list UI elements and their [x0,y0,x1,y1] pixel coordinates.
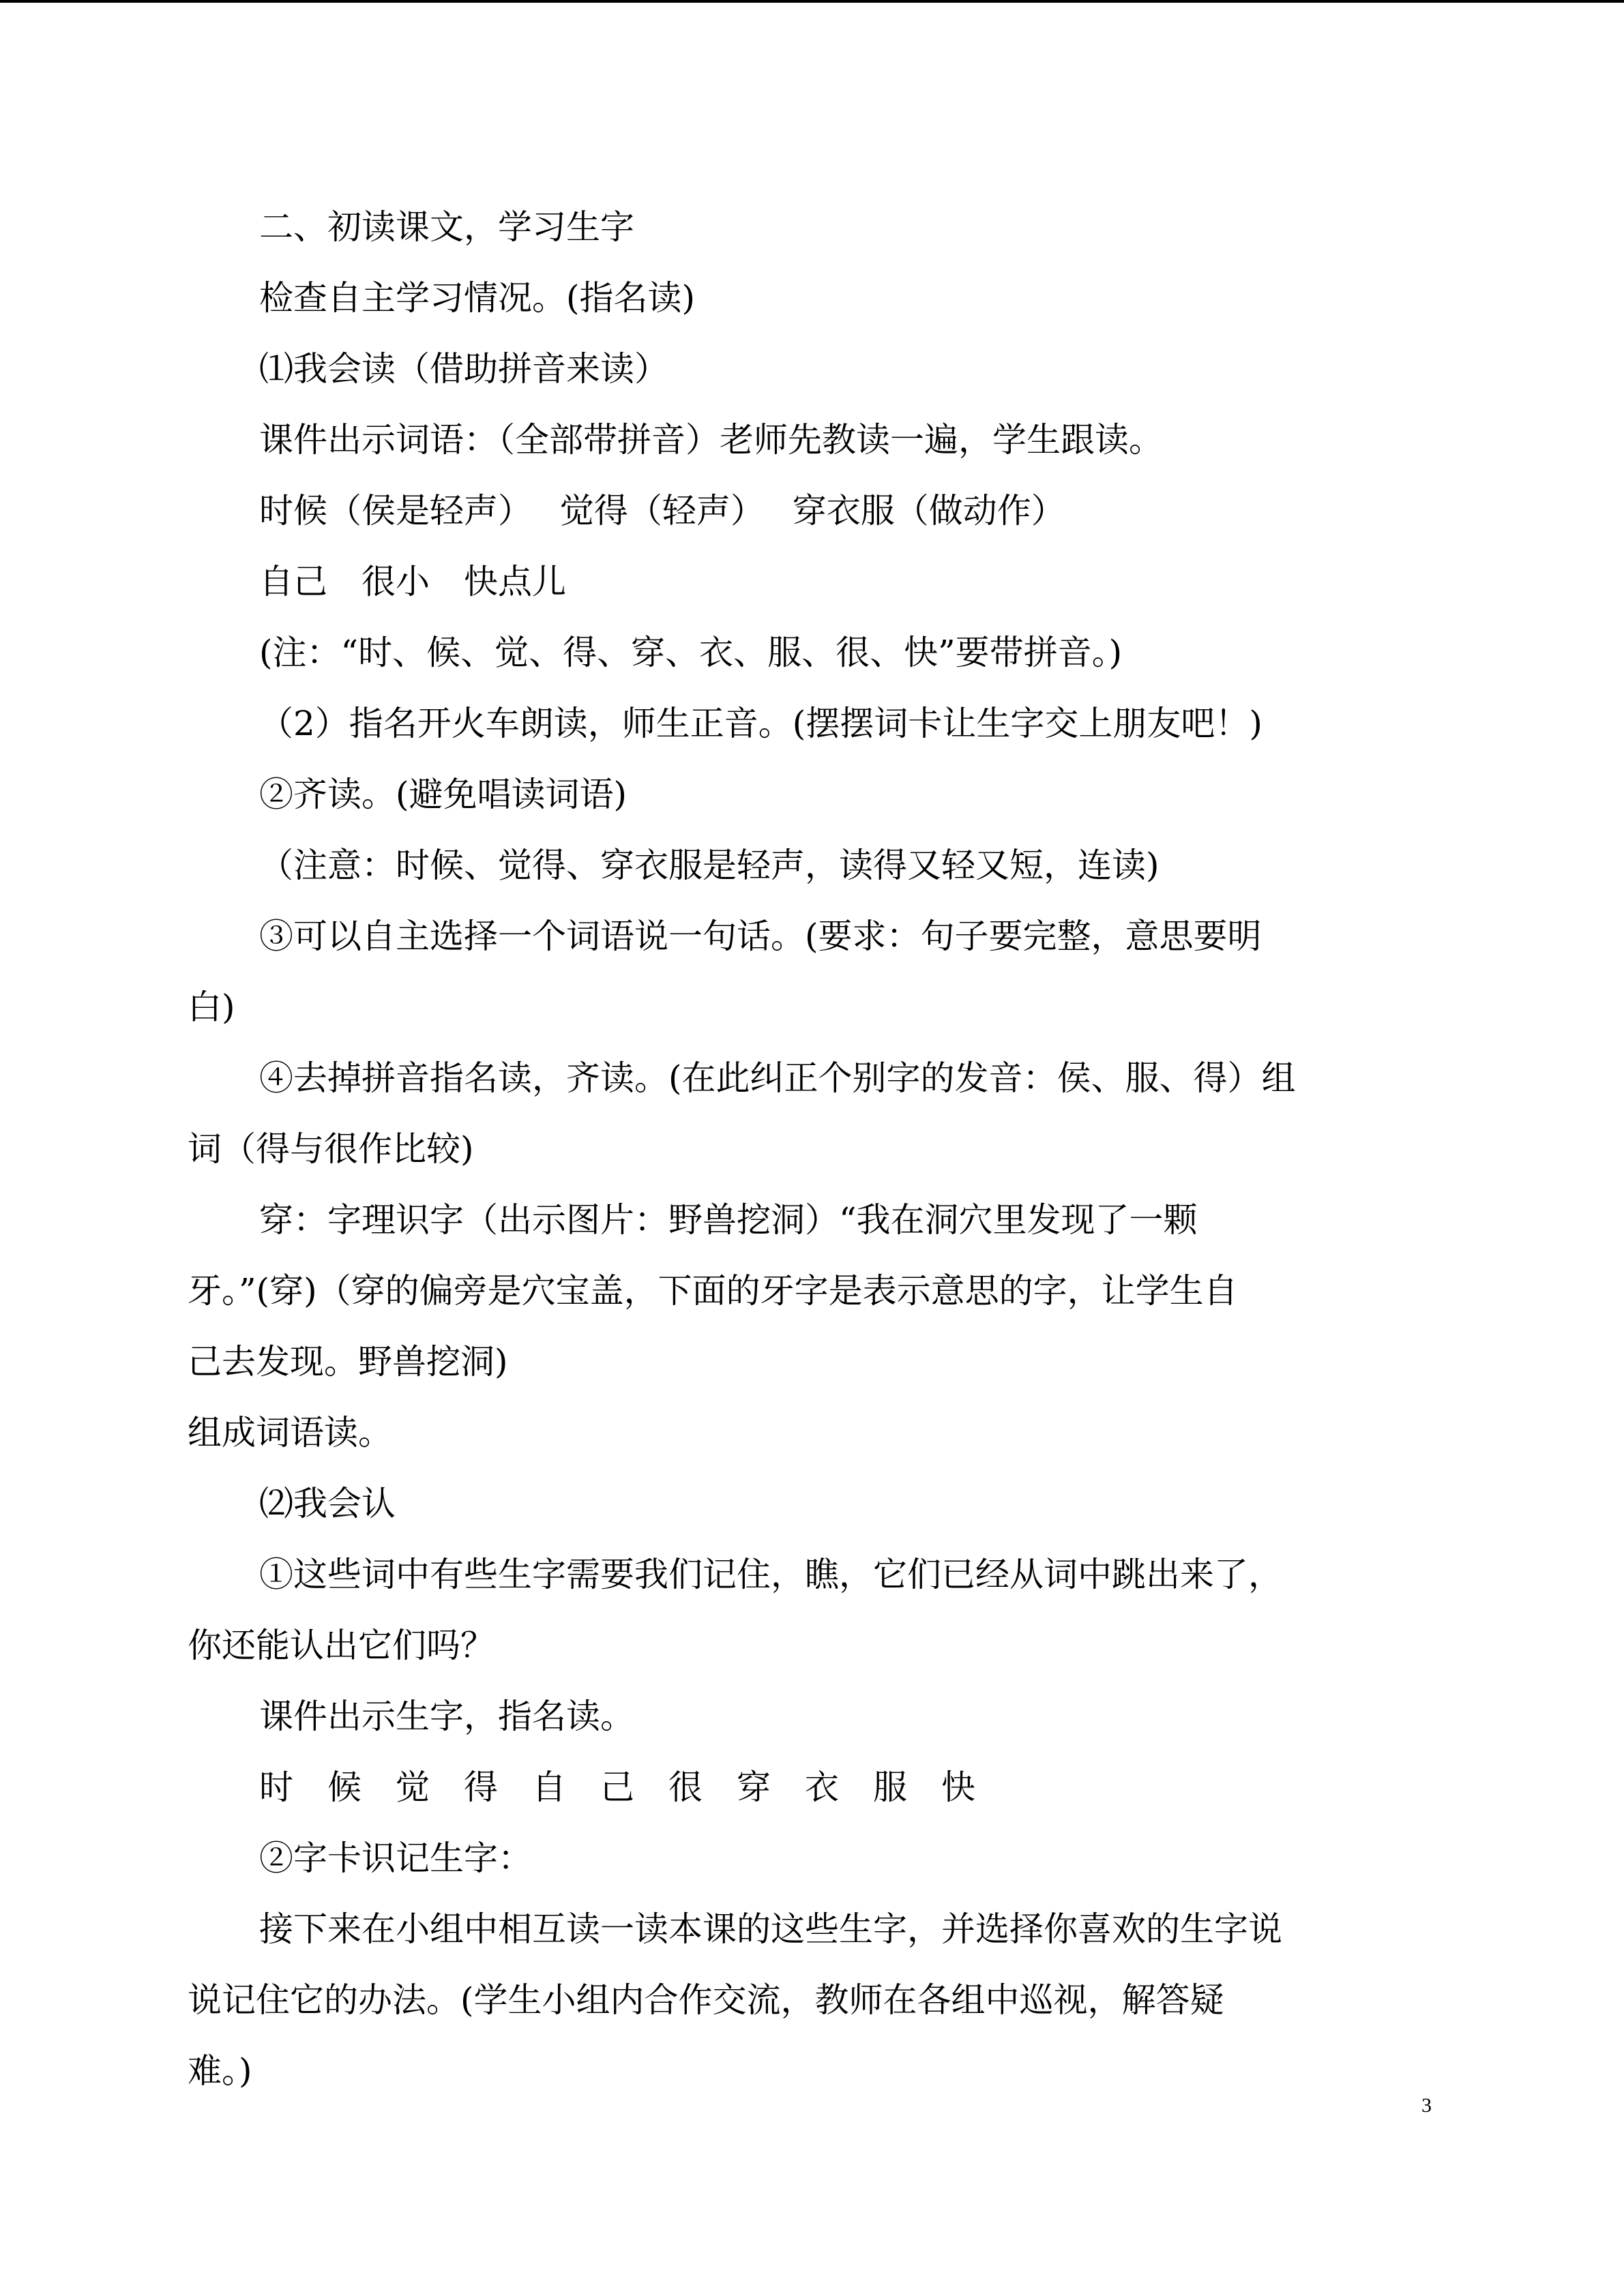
character-list: 时 候 觉 得 自 己 很 穿 衣 服 快 [259,1768,975,1807]
vocabulary-line: 时候（侯是轻声） 觉得（轻声） 穿衣服（做动作） [259,491,1065,531]
paragraph-line: （2）指名开火车朗读，师生正音。(摆摆词卡让生字交上朋友吧！) [259,704,1263,743]
paragraph-line: 白) [188,987,235,1027]
section-heading: 二、初读课文，学习生字 [259,207,634,247]
subheading-recognize: ⑵我会认 [259,1484,396,1523]
note-line: (注：“时、候、觉、得、穿、衣、服、很、快”要带拼音。) [259,633,1123,672]
paragraph-line: 穿：字理识字（出示图片：野兽挖洞）“我在洞穴里发现了一颗 [259,1200,1198,1240]
paragraph-line: ②齐读。(避免唱读词语) [259,775,628,814]
paragraph-line: 检查自主学习情况。(指名读) [259,278,696,318]
paragraph-line: 词（得与很作比较) [188,1129,474,1169]
page-top-border [0,0,1624,3]
paragraph-line: 己去发现。野兽挖洞) [188,1342,508,1382]
paragraph-line: ④去掉拼音指名读，齐读。(在此纠正个别字的发音：侯、服、得）组 [259,1058,1296,1098]
paragraph-line: 牙。”(穿)（穿的偏旁是穴宝盖，下面的牙字是表示意思的字，让学生自 [188,1271,1238,1311]
paragraph-line: ③可以自主选择一个词语说一句话。(要求：句子要完整，意思要明 [259,916,1262,956]
paragraph-line: ②字卡识记生字： [259,1838,532,1878]
paragraph-line: 你还能认出它们吗？ [188,1626,494,1665]
page-number: 3 [1421,2094,1432,2117]
paragraph-line: 课件出示词语：（全部带拼音）老师先教读一遍，学生跟读。 [259,420,1163,460]
paragraph-line: 接下来在小组中相互读一读本课的这些生字，并选择你喜欢的生字说 [259,1909,1282,1949]
subheading-read: ⑴我会读（借助拼音来读） [259,349,668,389]
paragraph-line: 难。) [188,2051,252,2091]
paragraph-line: 课件出示生字，指名读。 [259,1697,634,1736]
paragraph-line: ①这些词中有些生字需要我们记住，瞧，它们已经从词中跳出来了， [259,1555,1282,1594]
note-line: （注意：时候、觉得、穿衣服是轻声，读得又轻又短，连读) [259,846,1160,885]
paragraph-line: 组成词语读。 [188,1413,392,1452]
paragraph-line: 说记住它的办法。(学生小组内合作交流，教师在各组中巡视，解答疑 [188,1980,1224,2020]
vocabulary-line: 自己 很小 快点儿 [259,562,566,601]
